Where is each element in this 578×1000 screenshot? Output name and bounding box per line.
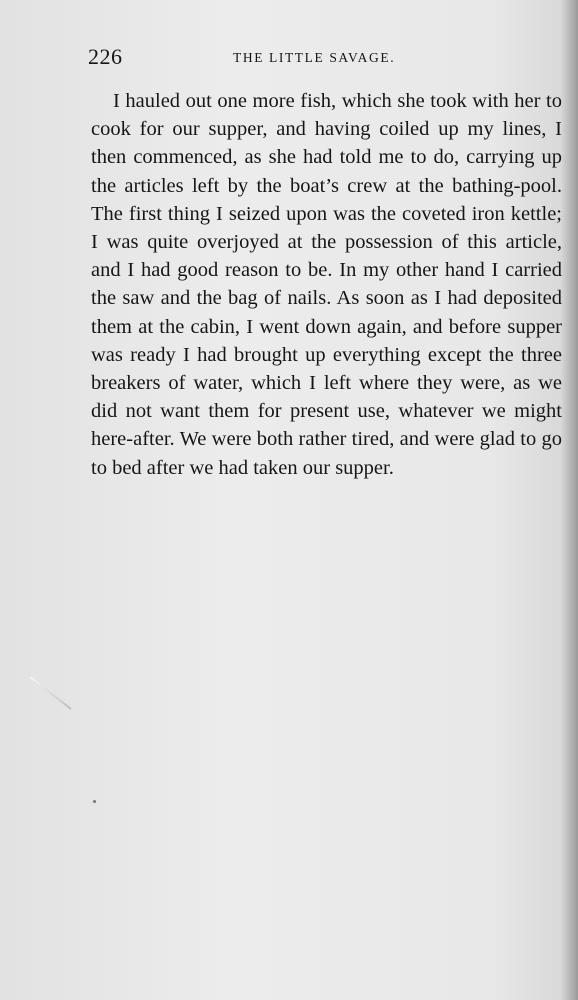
page-number: 226 — [88, 44, 123, 69]
paper-scratch-mark — [29, 676, 71, 710]
page-header — [88, 42, 528, 74]
body-paragraph: I hauled out one more fish, which she took with her to cook for our supper, and having coiled up my lines, I then commenced, as she had told me to do, carrying up the articles left by the boat’s crew at the bathing-pool. The first thing I seized upon was the coveted iron kettle; I was quite overjoyed at the possession of this article, and I had good reason to be. In my other hand I carried the saw and the bag of nails. As soon as I had deposited them at the cabin, I went down again, and before supper was ready I had brought up everything except the three breakers of water, which I left where they were, as we did not want them for present use, whatever we might here-after. We were both rather tired, and were glad to go to bed after we had taken our supper. — [91, 90, 562, 479]
ink-speck — [93, 800, 96, 803]
running-title: THE LITTLE SAVAGE. — [233, 50, 396, 65]
